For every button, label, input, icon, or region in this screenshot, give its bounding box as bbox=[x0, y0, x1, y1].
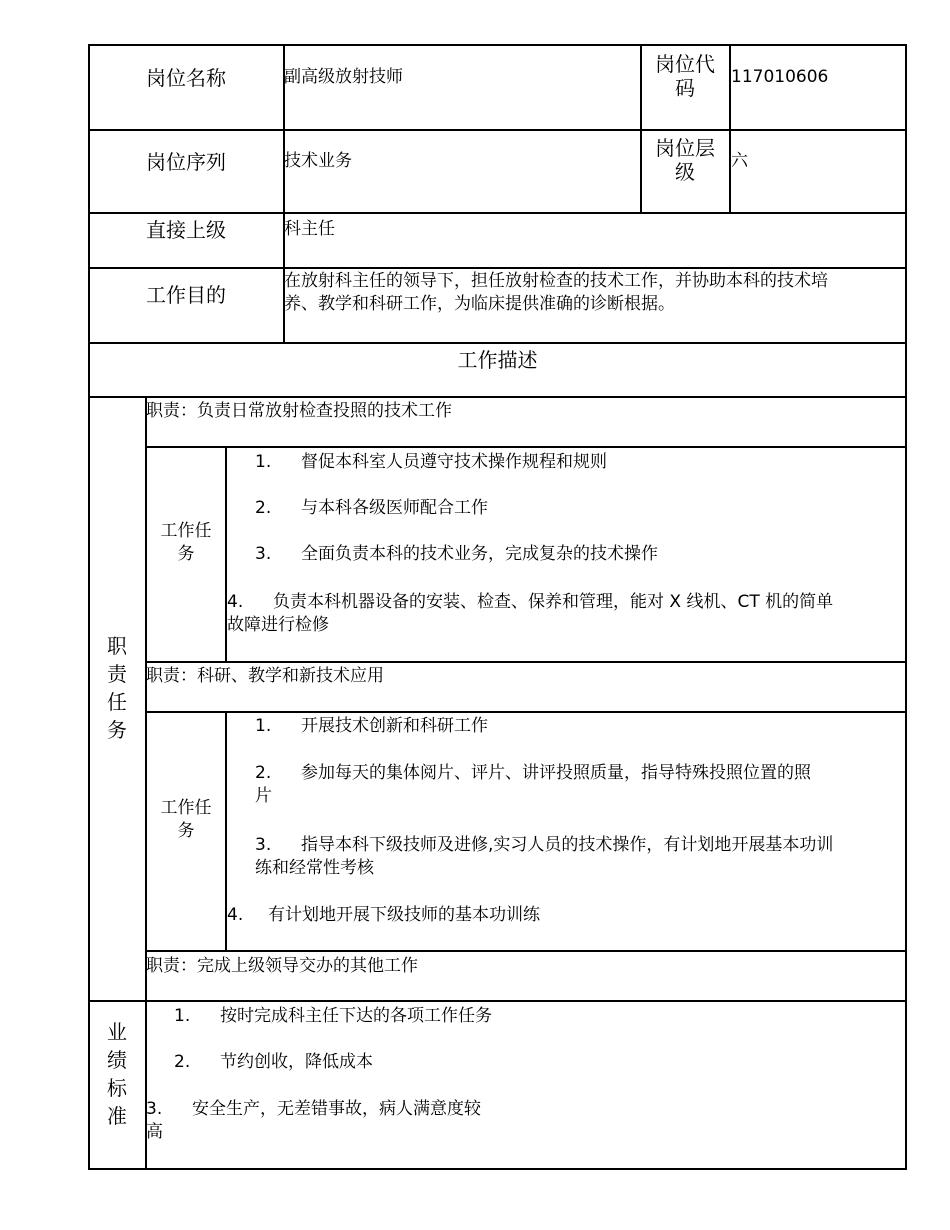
duty-2-task-3: 3. 指导本科下级技师及进修,实习人员的技术操作，有计划地开展基本功训 练和经常性考核 bbox=[255, 835, 834, 878]
position-code-label: 岗位代 码 bbox=[655, 52, 715, 100]
duty-2-task-label: 工作任 务 bbox=[160, 798, 212, 841]
duty-1-task-label: 工作任 务 bbox=[160, 521, 212, 564]
duty-1-task-4: 4. 负责本科机器设备的安装、检查、保养和管理，能对 X 线机、CT 机的简单 故障进行检修 bbox=[227, 592, 834, 635]
duties-section-label: 职 责 任 务 bbox=[107, 634, 127, 742]
description-title: 工作描述 bbox=[457, 348, 538, 372]
position-code-value: 117010606 bbox=[731, 67, 829, 87]
duty-1-title: 职责：负责日常放射检查投照的技术工作 bbox=[146, 401, 452, 421]
performance-section-label: 业 绩 标 准 bbox=[107, 1020, 127, 1128]
position-name-label: 岗位名称 bbox=[146, 66, 226, 90]
duty-2-task-2: 2. 参加每天的集体阅片、评片、讲评投照质量，指导特殊投照位置的照 片 bbox=[255, 763, 811, 806]
supervisor-label: 直接上级 bbox=[146, 218, 226, 242]
performance-item-1: 1. 按时完成科主任下达的各项工作任务 bbox=[174, 1006, 492, 1026]
duty-2-task-1: 1. 开展技术创新和科研工作 bbox=[255, 716, 488, 736]
purpose-label: 工作目的 bbox=[146, 283, 226, 307]
purpose-value: 在放射科主任的领导下，担任放射检查的技术工作，并协助本科的技术培 养、教学和科研工作，为临床提供准确的诊断根据。 bbox=[284, 271, 828, 314]
level-label: 岗位层 级 bbox=[655, 136, 715, 184]
performance-item-2: 2. 节约创收，降低成本 bbox=[174, 1052, 373, 1072]
duty-1-task-1: 1. 督促本科室人员遵守技术操作规程和规则 bbox=[255, 452, 607, 472]
sequence-label: 岗位序列 bbox=[146, 150, 226, 174]
duty-2-task-4: 4. 有计划地开展下级技师的基本功训练 bbox=[227, 905, 540, 925]
performance-item-3: 3. 安全生产，无差错事故，病人满意度较 高 bbox=[146, 1099, 481, 1142]
duty-1-task-3: 3. 全面负责本科的技术业务，完成复杂的技术操作 bbox=[255, 544, 658, 564]
duty-2-title: 职责：科研、教学和新技术应用 bbox=[146, 666, 384, 686]
level-value: 六 bbox=[731, 151, 748, 171]
position-name-value: 副高级放射技师 bbox=[284, 67, 403, 87]
duty-1-task-2: 2. 与本科各级医师配合工作 bbox=[255, 498, 488, 518]
duty-3-title: 职责：完成上级领导交办的其他工作 bbox=[146, 956, 418, 976]
supervisor-value: 科主任 bbox=[284, 219, 335, 239]
sequence-value: 技术业务 bbox=[284, 151, 352, 171]
